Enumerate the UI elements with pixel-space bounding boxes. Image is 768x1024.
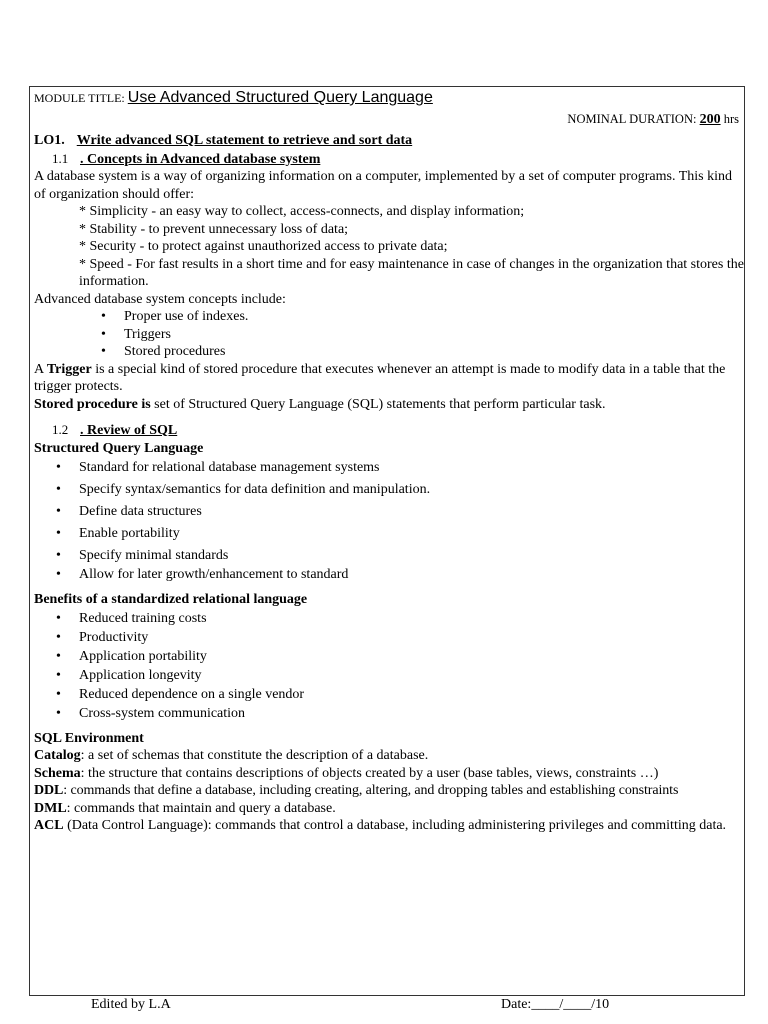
duration-label: NOMINAL DURATION: [567,112,697,126]
learning-outcome-heading [34,132,744,150]
list-item: • Cross-system communication [34,704,744,723]
env-def: : commands that maintain and query a database. [66,800,336,816]
offer-item: * Speed - For fast results in a short time and for easy maintenance in case of changes in the organization that stores the information. [79,256,744,289]
list-item: • Application longevity [34,666,744,685]
date-field: Date:____/____/10 [501,997,610,1012]
offer-item: * Simplicity - an easy way to collect, access-connects, and display information; [79,204,525,219]
env-term: Schema [34,765,81,781]
section-title: . Concepts in Advanced database system [80,151,321,167]
section-number: 1.1 [52,150,69,166]
sql-points-list [34,457,744,584]
concepts-list [34,308,744,361]
list-item: • Productivity [34,628,744,647]
sp-term: Stored procedure is [34,396,151,412]
list-item: • Enable portability [34,523,744,544]
env-def: : the structure that contains descriptions of objects created by a user (base tables, views, constraints …) [80,765,659,781]
env-term: Catalog [34,748,81,763]
offer-item: * Stability - to prevent unnecessary loss of data; [79,221,349,237]
trigger-prefix: A [34,361,47,377]
list-item: • Reduced training costs [34,609,744,628]
env-def: : a set of schemas that constitute the description of a database. [80,748,429,763]
lo-title: Write advanced SQL statement to retrieve and sort data [76,133,413,148]
env-def: : commands that define a database, including creating, altering, and dropping tables and establishing constraints [63,783,679,798]
list-item: • Define data structures [34,501,744,522]
stored-procedure-definition [34,396,744,414]
section-heading-1 [52,150,744,169]
env-item-catalog [34,747,744,765]
env-item-dml [34,800,744,818]
nominal-duration [34,110,744,129]
page-footer [0,996,768,1016]
env-term: DDL [34,783,64,798]
list-item: • Allow for later growth/enhancement to standard [34,566,744,584]
section-heading-2 [52,421,744,440]
trigger-definition [34,361,744,396]
benefits-list [34,609,744,723]
trigger-def: is a special kind of stored procedure that executes whenever an attempt is made to modify data in a table that the trigger protects. [34,361,726,394]
offer-item: * Security - to protect against unauthorized access to private data; [79,239,448,254]
list-item: • Application portability [34,647,744,666]
list-item: • Stored procedures [34,343,744,361]
intro-paragraph: A database system is a way of organizing information on a computer, implemented by a set of computer programs. This kind of organization should offer: [34,169,732,202]
benefits-heading: Benefits of a standardized relational language [34,592,308,607]
list-item: • Standard for relational database management systems [34,457,744,478]
document-body [34,87,744,835]
lo-number: LO1. [34,133,65,148]
env-item-acl [34,817,744,835]
trigger-term: Trigger [46,361,92,377]
env-term: ACL [34,818,64,833]
duration-value: 200 [699,112,721,127]
env-item-schema [34,765,744,783]
module-title-line [34,87,744,109]
list-item: • Specify minimal standards [34,545,744,566]
list-item: • Reduced dependence on a single vendor [34,685,744,704]
sql-heading: Structured Query Language [34,440,204,456]
duration-unit: hrs [723,112,739,126]
env-term: DML [34,800,67,816]
module-title-label: MODULE TITLE: [34,91,125,105]
section-number: 1.2 [52,422,69,437]
env-heading: SQL Environment [34,730,144,746]
concepts-intro: Advanced database system concepts include: [34,291,286,307]
module-title: Use Advanced Structured Query Language [127,89,433,106]
list-item: • Specify syntax/semantics for data definition and manipulation. [34,479,744,500]
list-item: • Triggers [34,326,744,344]
list-item: • Proper use of indexes. [34,308,744,326]
sp-def: set of Structured Query Language (SQL) statements that perform particular task. [150,396,606,412]
edited-by: Edited by L.A [91,997,171,1012]
section-title: . Review of SQL [80,423,178,438]
env-def: (Data Control Language): commands that control a database, including administering privileges and committing data. [63,818,727,833]
env-item-ddl [34,782,744,800]
